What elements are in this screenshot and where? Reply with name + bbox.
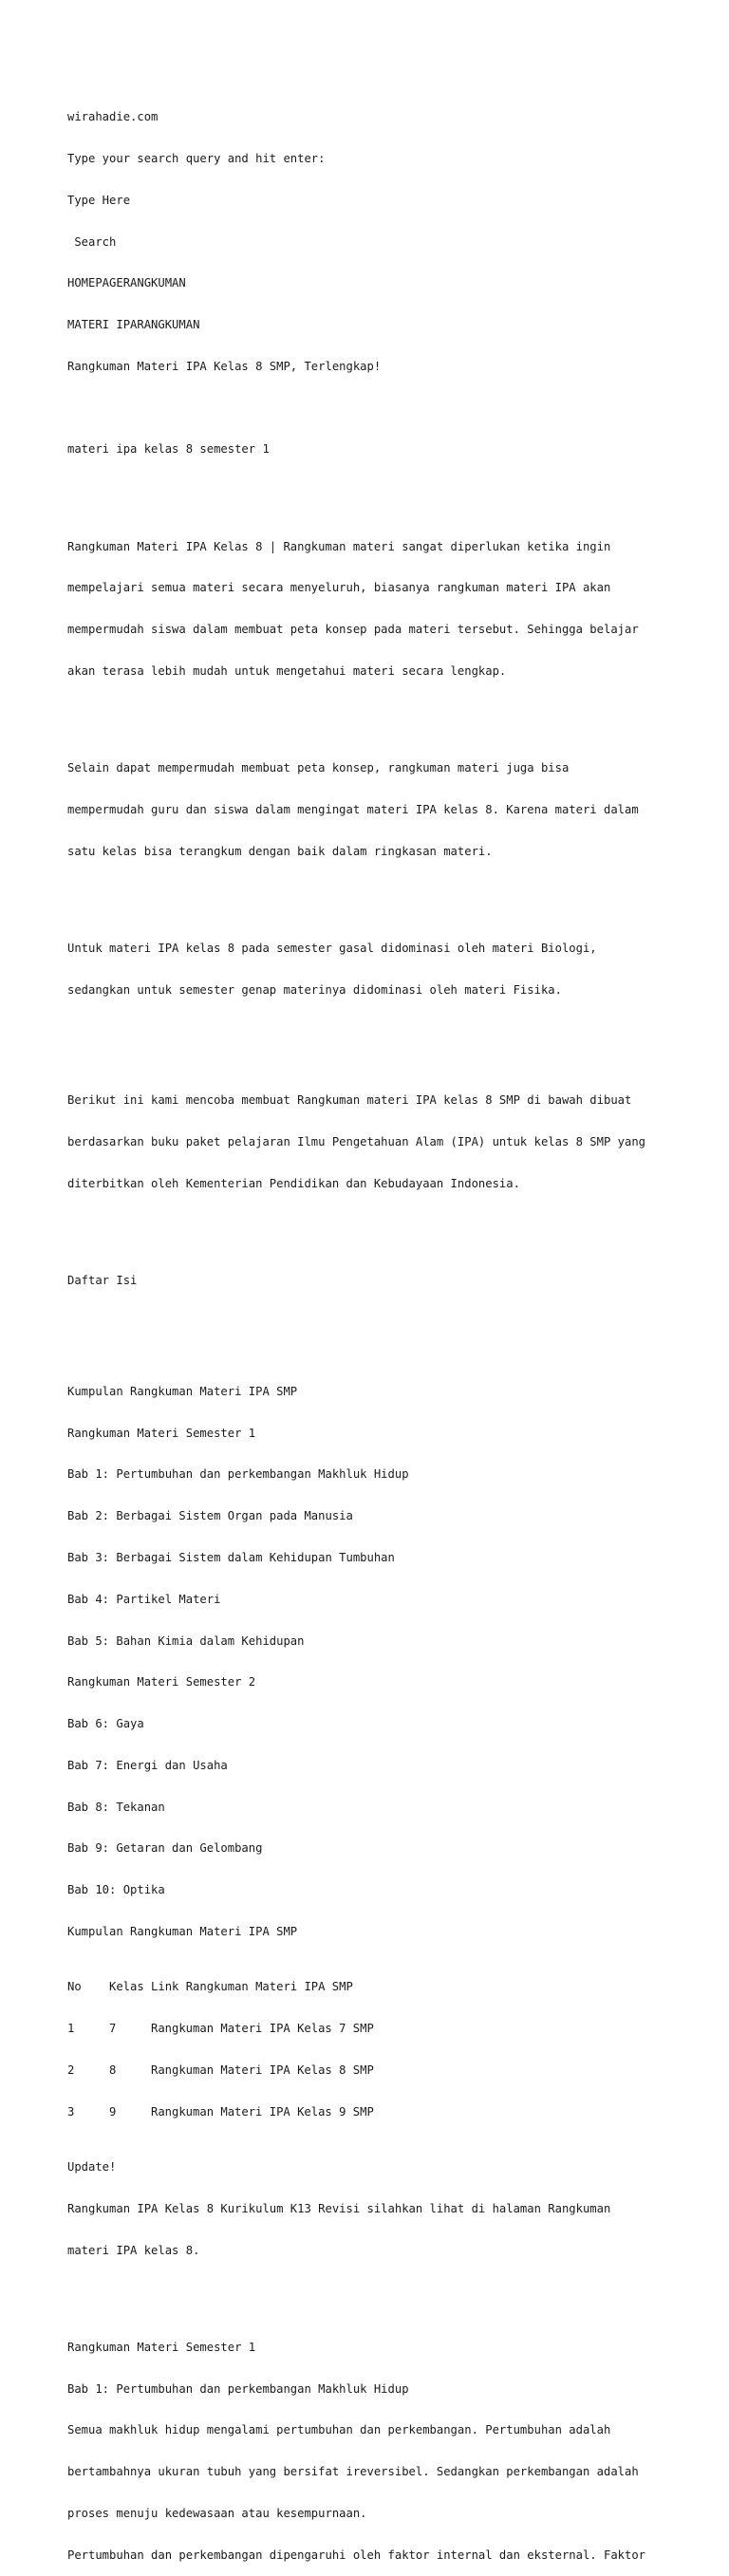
paragraph-line: mempermudah guru dan siswa dalam mengingat materi IPA kelas 8. Karena materi dalam (67, 802, 639, 816)
table-cell-link[interactable]: Rangkuman Materi IPA Kelas 7 SMP (151, 2022, 374, 2036)
section-heading: Rangkuman Materi Semester 1 (67, 2340, 256, 2354)
paragraph-line: Rangkuman Materi IPA Kelas 8 | Rangkuman materi sangat diperlukan ketika ingin (67, 539, 611, 553)
paragraph-line: proses menuju kedewasaan atau kesempurnaan. (67, 2506, 367, 2520)
nav-link-home[interactable]: HOMEPAGERANGKUMAN (67, 276, 186, 290)
search-prompt: Type your search query and hit enter: (67, 151, 326, 165)
toc-link[interactable]: Rangkuman Materi Semester 2 (67, 1675, 256, 1689)
table-cell-kelas: 8 (109, 2063, 117, 2077)
paragraph-line: mempermudah siswa dalam membuat peta konsep pada materi tersebut. Sehingga belajar (67, 623, 639, 637)
table-row (67, 2063, 694, 2078)
table-row (67, 2022, 694, 2036)
toc-title: Daftar Isi (67, 1274, 138, 1288)
paragraph-line: Untuk materi IPA kelas 8 pada semester gasal didominasi oleh materi Biologi, (67, 941, 597, 955)
toc-link[interactable]: Bab 8: Tekanan (67, 1800, 165, 1814)
section-subheading: Bab 1: Pertumbuhan dan perkembangan Makhluk Hidup (67, 2381, 409, 2396)
toc-link[interactable]: Kumpulan Rangkuman Materi IPA SMP (67, 1924, 298, 1938)
table-header-link: Link Rangkuman Materi IPA SMP (151, 1980, 353, 1994)
table-cell-kelas: 9 (109, 2104, 117, 2119)
toc-link[interactable]: Bab 5: Bahan Kimia dalam Kehidupan (67, 1633, 305, 1648)
table-header-no: No (67, 1980, 82, 1994)
table-cell-no: 3 (67, 2104, 75, 2119)
toc-link[interactable]: Bab 7: Energi dan Usaha (67, 1758, 228, 1772)
paragraph-line: Berikut ini kami mencoba membuat Rangkuman materi IPA kelas 8 SMP di bawah dibuat (67, 1093, 632, 1108)
table-row (67, 2105, 694, 2119)
toc-link[interactable]: Bab 2: Berbagai Sistem Organ pada Manusia (67, 1509, 353, 1523)
table-cell-no: 2 (67, 2063, 75, 2077)
toc-link[interactable]: Kumpulan Rangkuman Materi IPA SMP (67, 1384, 298, 1398)
nav-link-materi[interactable]: MATERI IPARANGKUMAN (67, 318, 200, 332)
paragraph-line: sedangkan untuk semester genap materinya didominasi oleh materi Fisika. (67, 982, 562, 997)
paragraph-line: berdasarkan buku paket pelajaran Ilmu Pengetahuan Alam (IPA) untuk kelas 8 SMP yang (67, 1135, 646, 1149)
paragraph-line: Selain dapat mempermudah membuat peta konsep, rangkuman materi juga bisa (67, 761, 570, 775)
table-header-row (67, 1980, 694, 1994)
toc-link[interactable]: Bab 1: Pertumbuhan dan perkembangan Makhluk Hidup (67, 1467, 409, 1482)
search-input[interactable]: Type Here (67, 193, 131, 207)
article-subtitle: materi ipa kelas 8 semester 1 (67, 442, 270, 457)
toc-link[interactable]: Bab 10: Optika (67, 1883, 165, 1897)
toc-link[interactable]: Bab 9: Getaran dan Gelombang (67, 1841, 263, 1856)
paragraph-line: Pertumbuhan dan perkembangan dipengaruhi oleh faktor internal dan eksternal. Faktor (67, 2548, 646, 2562)
paragraph-line: akan terasa lebih mudah untuk mengetahui materi secara lengkap. (67, 663, 507, 678)
update-text[interactable]: materi IPA kelas 8. (67, 2243, 200, 2257)
site-name[interactable]: wirahadie.com (67, 110, 159, 124)
paragraph-line: bertambahnya ukuran tubuh yang bersifat ireversibel. Sedangkan perkembangan adalah (67, 2465, 639, 2479)
paragraph-line: mempelajari semua materi secara menyeluruh, biasanya rangkuman materi IPA akan (67, 581, 611, 595)
table-header-kelas: Kelas (109, 1980, 144, 1994)
toc-link[interactable]: Bab 3: Berbagai Sistem dalam Kehidupan Tumbuhan (67, 1550, 395, 1564)
paragraph-line: satu kelas bisa terangkum dengan baik dalam ringkasan materi. (67, 844, 493, 858)
table-cell-link[interactable]: Rangkuman Materi IPA Kelas 9 SMP (151, 2104, 374, 2119)
page-title: Rangkuman Materi IPA Kelas 8 SMP, Terlengkap! (67, 359, 382, 373)
paragraph-line: diterbitkan oleh Kementerian Pendidikan dan Kebudayaan Indonesia. (67, 1176, 520, 1190)
toc-link[interactable]: Bab 6: Gaya (67, 1717, 144, 1731)
table-cell-link[interactable]: Rangkuman Materi IPA Kelas 8 SMP (151, 2063, 374, 2077)
paragraph-line: Semua makhluk hidup mengalami pertumbuhan dan perkembangan. Pertumbuhan adalah (67, 2423, 611, 2437)
search-button[interactable]: Search (67, 234, 117, 249)
document-page (67, 83, 694, 2576)
table-cell-kelas: 7 (109, 2022, 117, 2036)
toc-link[interactable]: Rangkuman Materi Semester 1 (67, 1426, 256, 1440)
table-cell-no: 1 (67, 2022, 75, 2036)
toc-link[interactable]: Bab 4: Partikel Materi (67, 1592, 221, 1606)
update-text: Rangkuman IPA Kelas 8 Kurikulum K13 Revisi silahkan lihat di halaman Rangkuman (67, 2201, 611, 2215)
update-label: Update! (67, 2160, 117, 2175)
